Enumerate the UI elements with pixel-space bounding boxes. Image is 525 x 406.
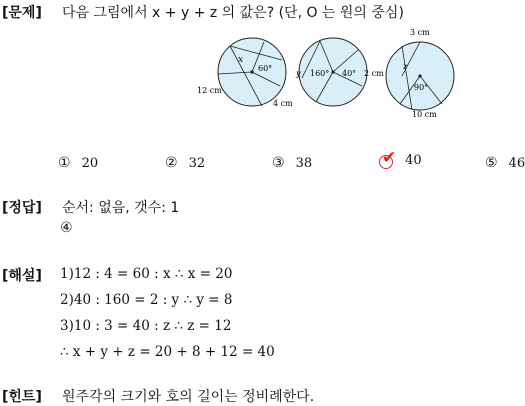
answer-tag: [정답] bbox=[2, 200, 42, 216]
figure-circle-2 bbox=[295, 38, 384, 106]
explanation-line-2: 2)40 : 160 = 2 : y ∴ y = 8 bbox=[60, 292, 233, 308]
option-2-value: 32 bbox=[188, 156, 206, 171]
answer-choice: ④ bbox=[60, 220, 73, 236]
answer-line: 순서: 없음, 갯수: 1 bbox=[62, 200, 180, 216]
circle1-label-4cm: 4 cm bbox=[273, 99, 293, 108]
option-5-mark: ⑤ bbox=[485, 155, 498, 171]
option-3-value: 38 bbox=[295, 156, 313, 171]
explanation-line-3: 3)10 : 3 = 40 : z ∴ z = 12 bbox=[60, 318, 232, 334]
circle3-label-90: 90° bbox=[414, 83, 429, 92]
option-1-mark: ① bbox=[58, 155, 71, 171]
option-3[interactable] bbox=[272, 152, 312, 171]
question-text: 다음 그림에서 x + y + z 의 값은? (단, O 는 원의 중심) bbox=[62, 5, 404, 21]
hint-text: 원주각의 크기와 호의 길이는 정비례한다. bbox=[62, 389, 315, 405]
explanation-tag: [해설] bbox=[2, 268, 42, 284]
circle1-label-x: x bbox=[238, 55, 244, 65]
option-4[interactable] bbox=[378, 147, 422, 170]
circle2-label-40: 40° bbox=[342, 69, 357, 78]
question-figure bbox=[190, 24, 480, 120]
hint-tag: [힌트] bbox=[2, 389, 42, 405]
option-5-value: 46 bbox=[508, 156, 525, 171]
option-5[interactable] bbox=[485, 152, 525, 171]
circle2-label-2cm: 2 cm bbox=[364, 69, 384, 78]
option-1-value: 20 bbox=[81, 156, 99, 171]
question-tag: [문제] bbox=[2, 5, 42, 21]
circle1-label-12cm: 12 cm bbox=[197, 86, 222, 95]
option-4-value: 40 bbox=[405, 153, 422, 168]
option-3-mark: ③ bbox=[272, 155, 285, 171]
figure-circle-1 bbox=[197, 38, 293, 108]
circle3-label-3cm: 3 cm bbox=[410, 28, 430, 37]
option-2[interactable] bbox=[165, 152, 205, 171]
circle2-label-160: 160° bbox=[310, 69, 330, 78]
circle3-label-10cm: 10 cm bbox=[412, 110, 437, 119]
circle1-label-angle: 60° bbox=[258, 64, 273, 73]
circle3-label-z: z bbox=[403, 62, 408, 71]
check-icon: ✔ bbox=[378, 152, 398, 170]
option-1[interactable] bbox=[58, 152, 98, 171]
explanation-line-1: 1)12 : 4 = 60 : x ∴ x = 20 bbox=[60, 266, 233, 282]
figure-circle-3 bbox=[386, 28, 454, 119]
circle2-label-y: y bbox=[296, 69, 301, 78]
explanation-line-4: ∴ x + y + z = 20 + 8 + 12 = 40 bbox=[60, 344, 275, 360]
option-2-mark: ② bbox=[165, 155, 178, 171]
